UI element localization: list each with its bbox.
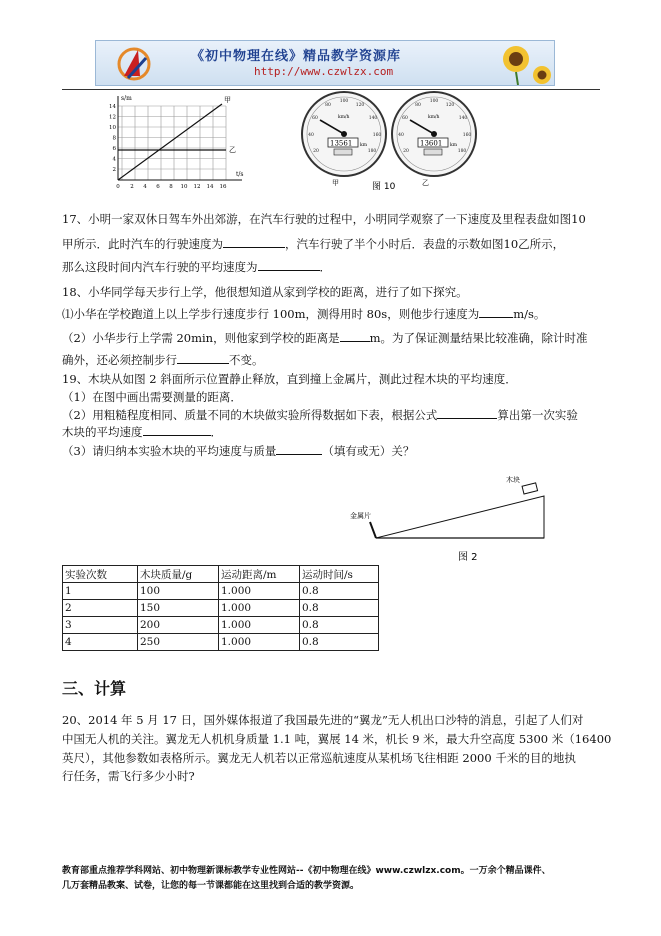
dial-tick: 20	[403, 149, 409, 154]
dial-tick: 120	[445, 103, 455, 108]
y-axis-label: s/m	[121, 95, 132, 102]
y-tick: 12	[109, 114, 116, 121]
series-jia-line	[118, 104, 222, 180]
speedometer-left	[302, 92, 386, 176]
dial-tick: 40	[398, 133, 404, 138]
q19-text: （填有或无）关？	[322, 444, 415, 458]
q18-line-1: 18、小华同学每天步行上学，他很想知道从家到学校的距离，进行了如下探究。	[62, 285, 468, 299]
q20-line-3: 英尺），其他参数如表格所示。翼龙无人机若以正常巡航速度从某机场飞往相距 2000 千米的目的地执	[62, 751, 576, 765]
table-header-cell: 实验次数	[63, 566, 138, 583]
answer-blank[interactable]	[437, 406, 497, 419]
dial-tick: 180	[367, 149, 377, 154]
q18-text: m/s。	[513, 307, 546, 321]
table-cell: 1.000	[219, 617, 300, 634]
odometer-left: 13561	[330, 139, 353, 148]
table-cell: 2	[63, 600, 138, 617]
speed-unit: km/h	[338, 115, 350, 120]
q19-text: （3）请归纳本实验木块的平均速度与质量	[62, 444, 277, 458]
q17-text: 那么这段时间内汽车行驶的平均速度为	[62, 260, 258, 274]
table-cell: 0.8	[300, 634, 379, 651]
answer-blank[interactable]	[177, 351, 229, 364]
odometer-unit: km	[360, 143, 367, 148]
y-tick: 2	[112, 167, 116, 173]
table-cell: 150	[138, 600, 219, 617]
ramp-figure	[336, 470, 560, 566]
table-header-row	[63, 566, 379, 583]
speed-unit: km/h	[428, 115, 440, 120]
q19-line-4	[62, 423, 222, 440]
dial-tick: 160	[462, 133, 472, 138]
answer-blank[interactable]	[276, 442, 322, 455]
figure-caption-2: 图 2	[458, 552, 478, 563]
q18-line-2	[62, 305, 545, 322]
q20-line-2: 中国无人机的关注。翼龙无人机机身质量 1.1 吨，翼展 14 米，机长 9 米，最大升空高度 5300 米（16400	[62, 732, 612, 746]
dial-tick: 100	[429, 99, 439, 104]
table-cell: 3	[63, 617, 138, 634]
x-axis-label: t/s	[236, 171, 244, 178]
y-tick: 14	[109, 104, 116, 110]
answer-blank[interactable]	[223, 235, 285, 248]
q17-line-1: 17、小明一家双休日驾车外出郊游，在汽车行驶的过程中，小明同学观察了一下速度及里程表盘如图10	[62, 212, 586, 226]
speedometer-figure	[298, 86, 480, 192]
q20-line-4: 行任务，需飞行多少小时?	[62, 769, 195, 783]
table-cell: 250	[138, 634, 219, 651]
q19-text: ．	[210, 425, 222, 439]
table-cell: 1.000	[219, 600, 300, 617]
speedometer-left-label: 甲	[332, 179, 339, 187]
table-cell: 0.8	[300, 600, 379, 617]
dial-tick: 80	[415, 103, 421, 108]
q19-line-5	[62, 442, 414, 459]
table-cell: 1	[63, 583, 138, 600]
table-cell: 1.000	[219, 634, 300, 651]
q19-line-2: （1）在图中画出需要测量的距离．	[62, 390, 242, 404]
figure-caption-10: 图 10	[372, 182, 396, 192]
table-cell: 1.000	[219, 583, 300, 600]
dial-tick: 160	[372, 133, 382, 138]
speedometer-right-label: 乙	[422, 179, 429, 187]
y-tick: 10	[109, 125, 116, 131]
table-row	[63, 600, 379, 617]
dial-tick: 60	[312, 116, 318, 121]
distance-time-graph	[108, 92, 258, 192]
q19-text: （2）用粗糙程度相同、质量不同的木块做实验所得数据如下表，根据公式	[62, 408, 438, 422]
y-tick: 6	[112, 146, 116, 152]
dial-tick: 60	[402, 116, 408, 121]
banner-url: http://www.czwlzx.com	[254, 65, 394, 78]
q18-text: 不变。	[229, 353, 264, 367]
dial-tick: 120	[355, 103, 365, 108]
q19-text: 木块的平均速度	[62, 425, 143, 439]
q17-text: 甲所示．此时汽车的行驶速度为	[62, 237, 223, 251]
block-label: 木块	[506, 476, 520, 484]
table-cell: 200	[138, 617, 219, 634]
table-cell: 0.8	[300, 617, 379, 634]
y-tick: 4	[112, 156, 116, 163]
q20-line-1: 20、2014 年 5 月 17 日，国外媒体报道了我国最先进的“翼龙”无人机出口沙特的消息，引起了人们对	[62, 713, 584, 727]
section-title: 三、计算	[62, 679, 127, 698]
y-tick: 8	[112, 135, 116, 142]
answer-blank[interactable]	[143, 423, 211, 436]
table-row	[63, 583, 379, 600]
x-tick: 8	[169, 184, 173, 190]
plate-label: 金属片	[350, 512, 371, 520]
sunflower-icon	[488, 41, 554, 85]
dial-tick: 100	[339, 99, 349, 104]
footer-line-1: 教育部重点推荐学科网站、初中物理新课标教学专业性网站--《初中物理在线》www.czwlzx.com。一万余个精品课件、	[62, 866, 551, 876]
x-tick: 4	[143, 184, 147, 190]
x-tick: 12	[193, 184, 201, 190]
q17-text: ．	[319, 260, 331, 274]
answer-blank[interactable]	[479, 305, 513, 318]
answer-blank[interactable]	[258, 258, 320, 271]
x-tick: 6	[156, 184, 160, 190]
table-row	[63, 617, 379, 634]
q18-text: （2）小华步行上学需 20min，则他家到学校的距离是	[62, 331, 340, 345]
table-header-cell: 运动时间/s	[300, 566, 379, 583]
experiment-table	[62, 565, 379, 651]
q18-line-4	[62, 351, 264, 368]
dial-tick: 20	[313, 149, 319, 154]
q17-text: ，汽车行驶了半个小时后．表盘的示数如图10乙所示，	[285, 237, 565, 251]
metal-plate	[370, 522, 376, 538]
odometer-right: 13601	[420, 139, 443, 148]
table-cell: 100	[138, 583, 219, 600]
dial-tick: 40	[308, 133, 314, 138]
wood-block	[522, 483, 538, 494]
banner-title: 《初中物理在线》精品教学资源库	[191, 49, 402, 64]
speedometer-right	[392, 92, 476, 176]
q18-text: m。为了保证测量结果比较准确，除计时准	[369, 331, 588, 345]
dial-tick: 180	[457, 149, 467, 154]
odometer-unit: km	[450, 143, 457, 148]
q18-line-3	[62, 329, 588, 346]
dial-tick: 140	[458, 116, 468, 121]
table-header-cell: 运动距离/m	[219, 566, 300, 583]
footer-line-2: 几万套精品教案、试卷，让您的每一节课都能在这里找到合适的教学资源。	[62, 881, 360, 891]
q19-line-1: 19、木块从如图 2 斜面所示位置静止释放，直到撞上金属片，测此过程木块的平均速度．	[62, 372, 517, 386]
logo-icon	[114, 44, 154, 82]
table-cell: 0.8	[300, 583, 379, 600]
x-tick: 16	[219, 184, 227, 190]
x-tick: 2	[130, 184, 134, 190]
q19-line-3	[62, 406, 578, 423]
q18-text: ⑴小华在学校跑道上以上学步行速度步行 100m，测得用时 80s，则他步行速度为	[62, 307, 480, 321]
dial-tick: 80	[325, 103, 331, 108]
table-header-cell: 木块质量/g	[138, 566, 219, 583]
q17-line-2	[62, 235, 564, 252]
q17-line-3	[62, 258, 331, 275]
answer-blank[interactable]	[340, 329, 370, 342]
table-cell: 4	[63, 634, 138, 651]
x-tick: 0	[116, 184, 120, 190]
header-banner	[95, 40, 555, 86]
q18-text: 确外，还必须控制步行	[62, 353, 177, 367]
series-label-jia: 甲	[224, 96, 231, 104]
series-label-yi: 乙	[229, 146, 236, 154]
dial-tick: 140	[368, 116, 378, 121]
x-tick: 14	[206, 184, 214, 190]
x-tick: 10	[180, 184, 188, 190]
q19-text: 算出第一次实验	[497, 408, 578, 422]
table-row	[63, 634, 379, 651]
